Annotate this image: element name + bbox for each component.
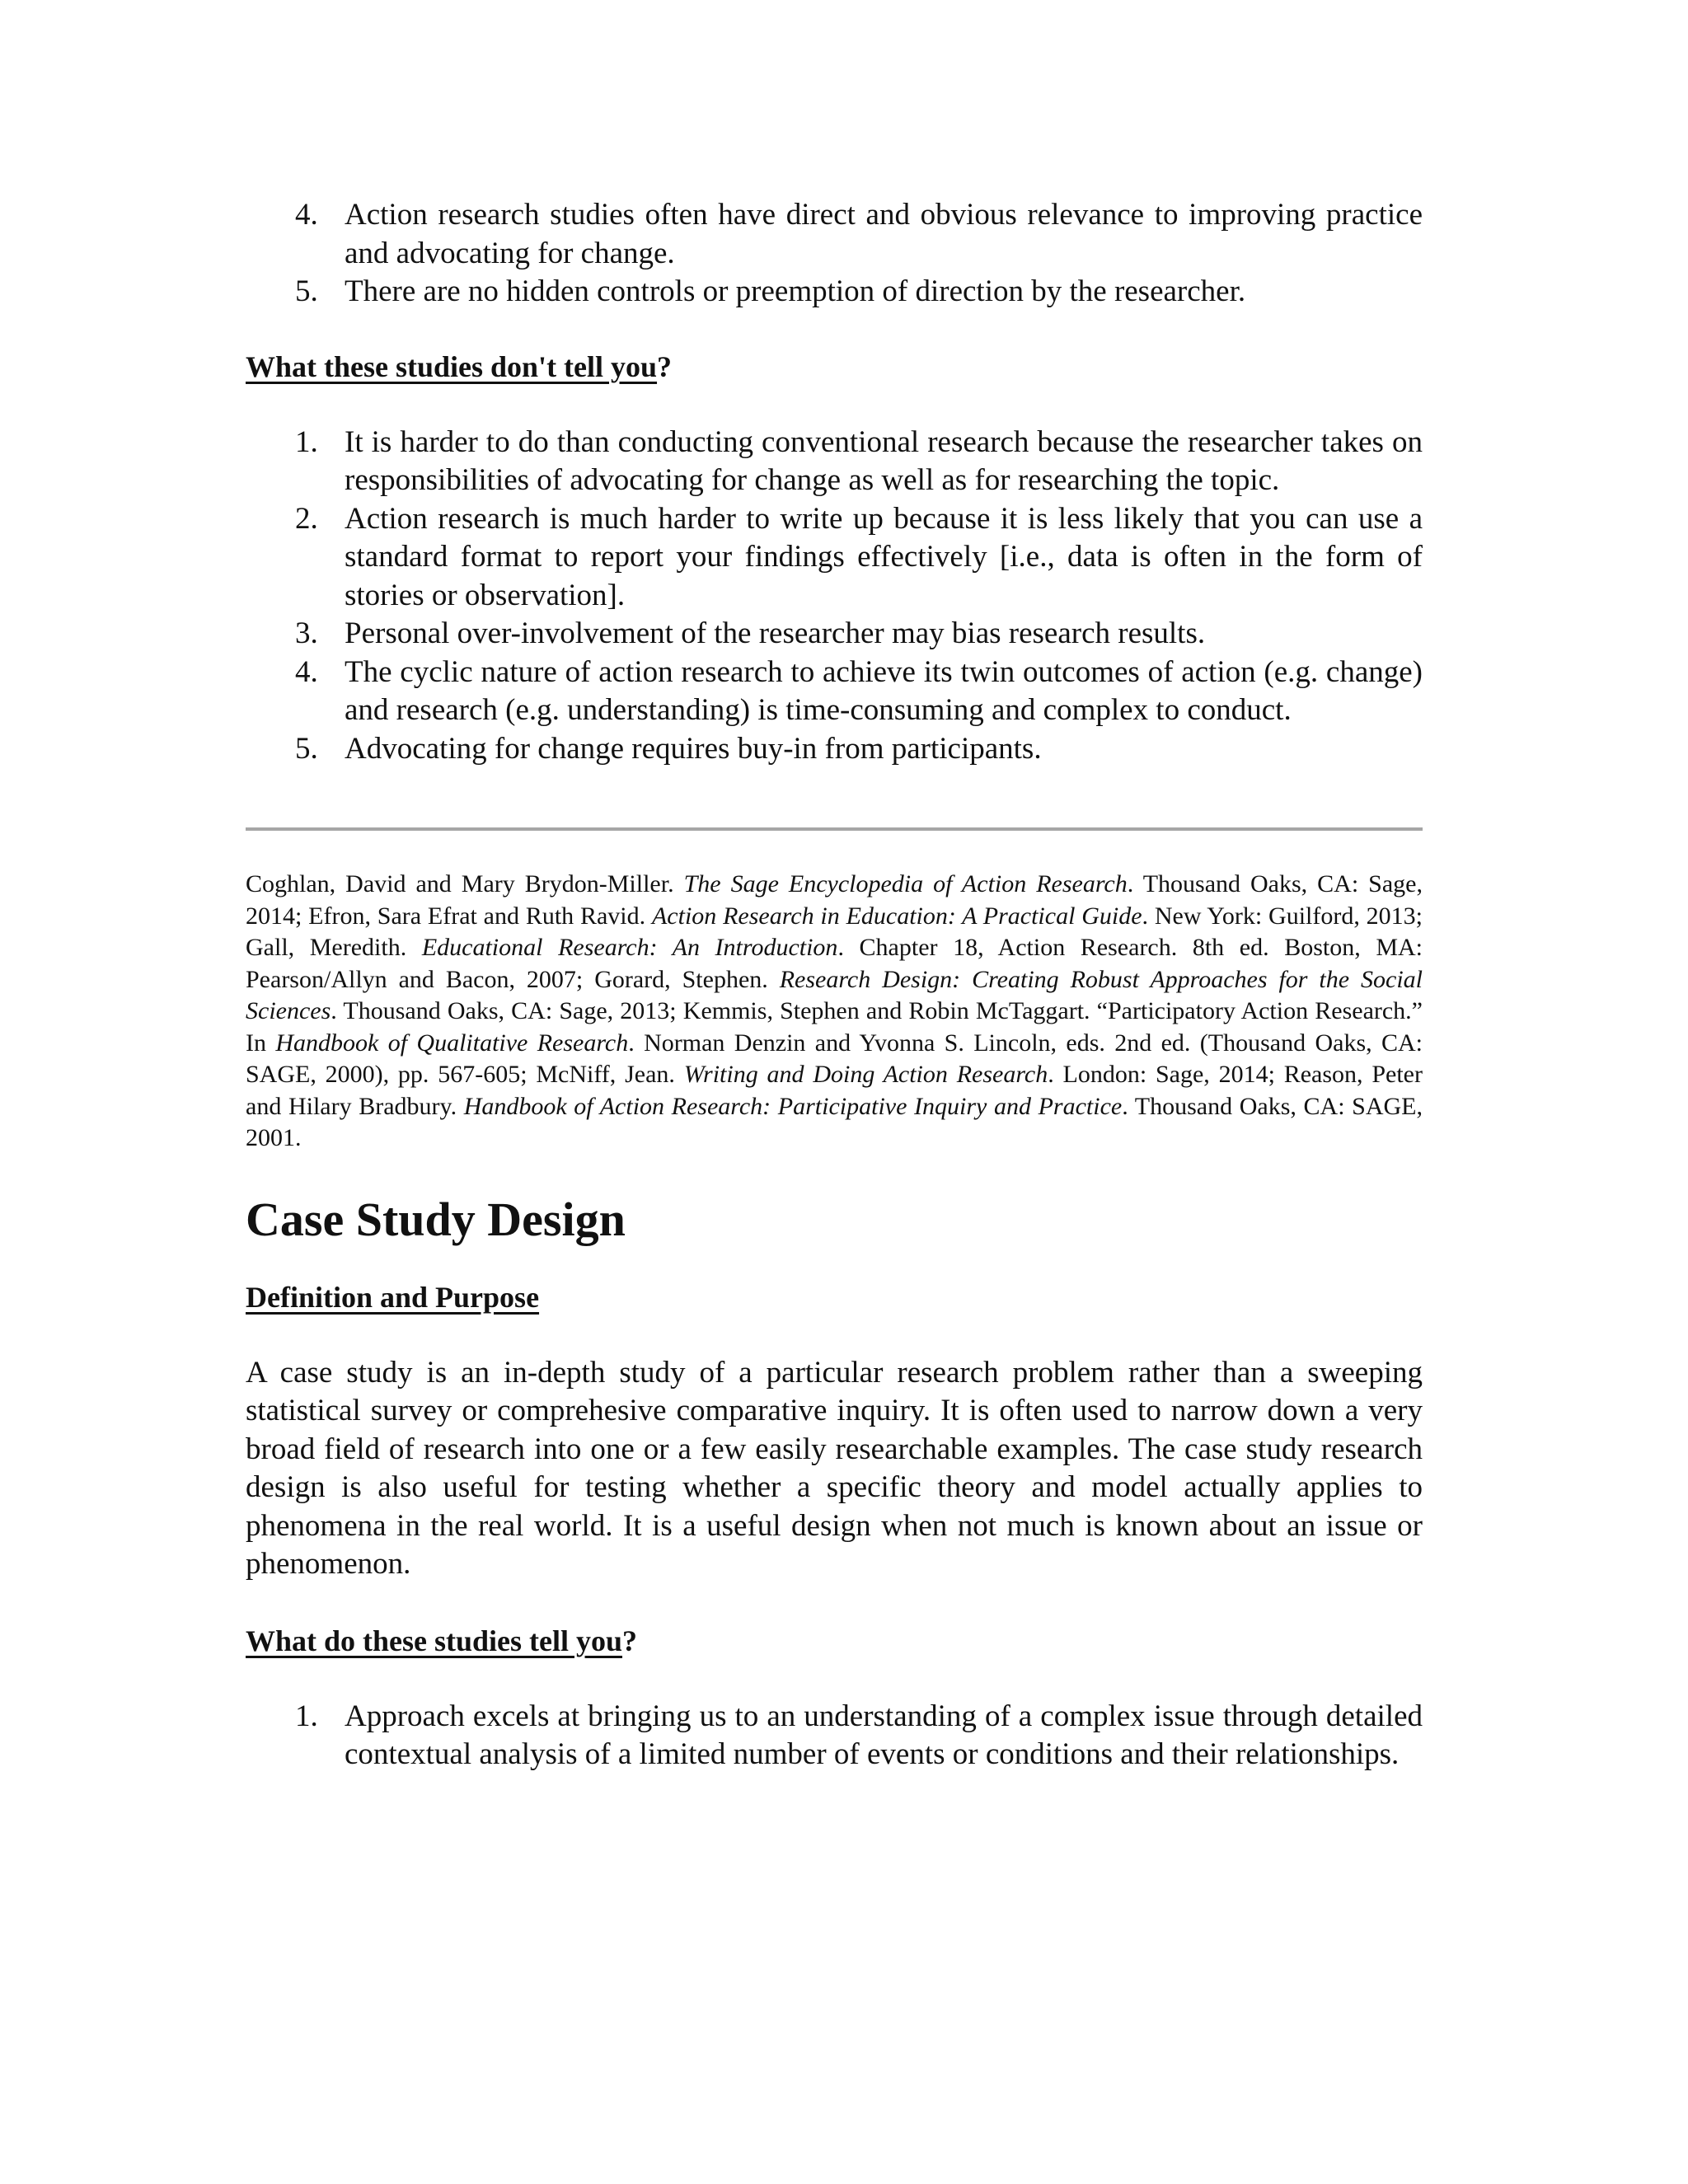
reference-title: Handbook of Qualitative Research	[275, 1029, 629, 1057]
list-item-text: Approach excels at bringing us to an understanding of a complex issue through detailed contextual analysis of a limited number of events or conditions and their relationships.	[345, 1699, 1423, 1771]
list-item-text: There are no hidden controls or preemption of direction by the researcher.	[345, 274, 1246, 308]
reference-title: Writing and Doing Action Research	[683, 1061, 1048, 1088]
references-block	[246, 869, 1423, 1155]
list-item	[246, 196, 1423, 273]
list-disadvantages	[246, 424, 1423, 769]
list-item-number: 4.	[295, 198, 318, 232]
list-item-text: Personal over-involvement of the researcher may bias research results.	[345, 616, 1206, 650]
subsection-heading-mark: ?	[622, 1624, 638, 1657]
reference-text: . Norman Denzin and Yvonna S. Lincoln, eds. 2nd ed. (Thousand Oaks, CA: SAGE, 2000), pp. 567-605; McNiff, Jean.	[246, 1029, 1423, 1088]
list-item-text: Action research studies often have direct and obvious relevance to improving practice and advocating for change.	[345, 198, 1423, 270]
reference-text: . Thousand Oaks, CA: Sage, 2013; Kemmis, Stephen and Robin McTaggart. “Participatory Action Research.” In	[246, 997, 1423, 1057]
reference-text: . Chapter 18, Action Research. 8th ed. Boston, MA: Pearson/Allyn and Bacon, 2007; Gorard, Stephen.	[246, 934, 1423, 993]
list-item	[246, 500, 1423, 616]
subsection-heading-definition	[246, 1278, 1423, 1316]
section-title: Case Study Design	[246, 1192, 626, 1246]
section-divider	[246, 827, 1423, 831]
reference-text: . Thousand Oaks, CA: SAGE, 2001.	[246, 1092, 1423, 1151]
list-item	[246, 615, 1423, 654]
list-item	[246, 1698, 1423, 1774]
reference-text: Coghlan, David and Mary Brydon-Miller.	[246, 870, 684, 898]
reference-title: Handbook of Action Research: Participative Inquiry and Practice	[463, 1092, 1123, 1120]
list-case-study-strengths	[246, 1698, 1423, 1774]
list-item	[246, 424, 1423, 500]
list-item	[246, 273, 1423, 312]
section-heading-dont-tell	[246, 348, 1423, 386]
list-item-text: Action research is much harder to write up because it is less likely that you can use a standard format to report your findings effectively [i.e., data is often in the form of stories or observation].	[345, 501, 1423, 612]
list-item-number: 2.	[295, 501, 318, 536]
document-page	[246, 196, 1423, 1774]
reference-text: . London: Sage, 2014; Reason, Peter and Hilary Bradbury.	[246, 1061, 1423, 1120]
list-item-number: 5.	[295, 274, 318, 308]
list-item	[246, 654, 1423, 730]
section-heading-mark: ?	[657, 349, 673, 383]
reference-text: . New York: Guilford, 2013; Gall, Meredith.	[246, 902, 1423, 961]
list-item-text: It is harder to do than conducting conventional research because the researcher takes on responsibilities of advocating for change as well as for researching the topic.	[345, 424, 1423, 497]
list-item-number: 4.	[295, 654, 318, 689]
list-item-number: 3.	[295, 616, 318, 650]
definition-paragraph: A case study is an in-depth study of a particular research problem rather than a sweeping statistical survey or comprehesive comparative inquiry. It is often used to narrow down a very broad field of research into one or a few easily researchable examples. The case study research design is also useful for testing whether a specific theory and model actually applies to phenomena in the real world. It is a useful design when not much is known about an issue or phenomenon.	[246, 1355, 1423, 1581]
subsection-heading-tell	[246, 1622, 1423, 1660]
list-item-number: 1.	[295, 1699, 318, 1733]
subsection-heading-text: Definition and Purpose	[246, 1280, 540, 1314]
reference-title: Research Design: Creating Robust Approaches for the Social Sciences	[246, 965, 1423, 1024]
list-item	[246, 730, 1423, 769]
reference-title: Action Research in Education: A Practical Guide	[651, 902, 1142, 930]
reference-text: . Thousand Oaks, CA: Sage, 2014; Efron, Sara Efrat and Ruth Ravid.	[246, 870, 1423, 930]
subsection-heading-text: What do these studies tell you	[246, 1624, 623, 1657]
reference-title: Educational Research: An Introduction	[421, 934, 838, 961]
list-advantages-continued	[246, 196, 1423, 312]
list-item-text: The cyclic nature of action research to achieve its twin outcomes of action (e.g. change) and research (e.g. understanding) is time-consuming and complex to conduct.	[345, 654, 1423, 727]
reference-title: The Sage Encyclopedia of Action Research	[683, 870, 1128, 898]
list-item-number: 5.	[295, 731, 318, 766]
list-item-text: Advocating for change requires buy-in from participants.	[345, 731, 1042, 766]
list-item-number: 1.	[295, 424, 318, 459]
section-heading-text: What these studies don't tell you	[246, 349, 658, 383]
